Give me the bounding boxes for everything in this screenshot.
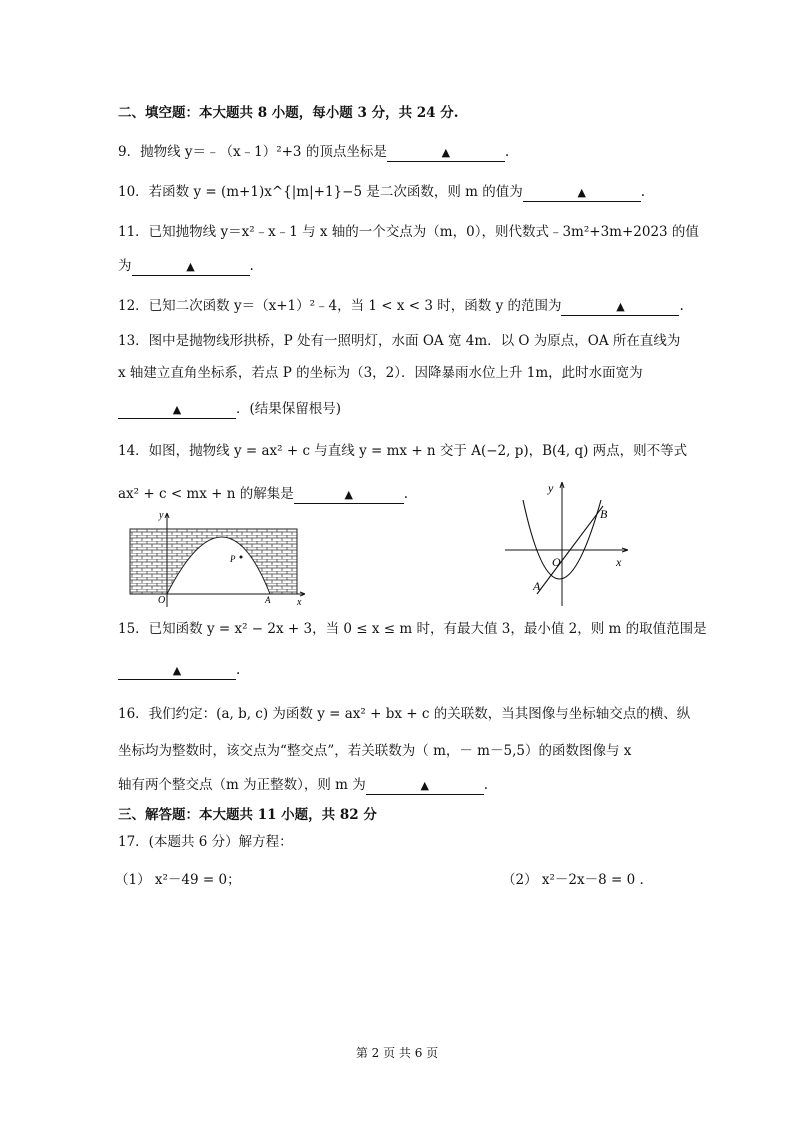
- section2-heading: 二、填空题：本大题共 8 小题，每小题 3 分，共 24 分.: [118, 105, 459, 121]
- question-16-line2: 坐标均为整数时，该交点为“整交点”，若关联数为（ m，－ m－5,5）的函数图像与 x: [118, 743, 632, 759]
- triangle-icon: ▲: [186, 260, 195, 273]
- q9-end: .: [504, 144, 510, 160]
- q14-blank: [294, 486, 404, 504]
- question-9: [118, 142, 509, 162]
- triangle-icon: ▲: [420, 779, 429, 792]
- parabola-line-figure: [500, 478, 640, 610]
- question-15-line2: [118, 660, 240, 680]
- fig1-y-label: y: [159, 510, 164, 521]
- fig1-o-label: O: [158, 595, 166, 606]
- question-16-line3: [118, 775, 488, 795]
- q15-end: .: [236, 662, 241, 678]
- q13-blank: [118, 401, 236, 419]
- fig1-x-label: x: [297, 597, 302, 608]
- fig2-y-label: y: [548, 481, 554, 495]
- q12-text: 12．已知二次函数 y＝（x+1）²﹣4，当 1 < x < 3 时，函数 y 的范围为: [118, 298, 562, 314]
- q13-end: ．(结果保留根号): [236, 401, 342, 417]
- question-17-part2: （2） x²－2x－8 = 0 .: [502, 872, 644, 888]
- q10-blank: [523, 184, 641, 202]
- question-13-line2: x 轴建立直角坐标系，若点 P 的坐标为（3，2）．因降暴雨水位上升 1m，此时水面宽为: [118, 365, 643, 381]
- question-13-line1: 13．图中是抛物线形拱桥，P 处有一照明灯，水面 OA 宽 4m．以 O 为原点，OA 所在直线为: [118, 333, 681, 349]
- triangle-icon: ▲: [441, 146, 451, 159]
- q16-text3: 轴有两个整交点（m 为正整数），则 m 为: [118, 777, 366, 793]
- question-14-line1: 14．如图，抛物线 y = ax² + c 与直线 y = mx + n 交于 A(−2, p)，B(4, q) 两点，则不等式: [118, 443, 688, 459]
- fig2-a-label: A: [533, 579, 541, 593]
- q11-text2: 为: [118, 258, 132, 274]
- q16-end: .: [483, 777, 489, 793]
- fig1-a-label: A: [265, 595, 271, 605]
- point-p: [240, 556, 243, 559]
- question-10: [118, 182, 645, 202]
- q11-blank: [132, 258, 250, 276]
- question-14-line2: [118, 484, 408, 504]
- fig1-p-label: P: [230, 554, 236, 564]
- q14-text2: ax² + c < mx + n 的解集是: [118, 486, 294, 502]
- question-15-line1: 15．已知函数 y = x² − 2x + 3，当 0 ≤ x ≤ m 时，有最大值 3，最小值 2，则 m 的取值范围是: [118, 621, 707, 637]
- question-12: [118, 296, 684, 316]
- q15-blank: [118, 662, 236, 680]
- q12-blank: [561, 298, 679, 316]
- fig2-b-label: B: [600, 507, 608, 521]
- triangle-icon: ▲: [172, 403, 182, 416]
- triangle-icon: ▲: [616, 300, 625, 313]
- fig2-o-label: O: [552, 555, 561, 569]
- q10-text: 10．若函数 y = (m+1)x^{|m|+1}−5 是二次函数，则 m 的值为: [118, 184, 523, 200]
- q9-text: 9．抛物线 y＝﹣（x﹣1）²+3 的顶点坐标是: [118, 144, 387, 160]
- question-11-line1: 11．已知抛物线 y＝x²﹣x﹣1 与 x 轴的一个交点为（m，0），则代数式﹣3m²+3m+2023 的值: [118, 224, 699, 240]
- q14-end: .: [403, 486, 409, 502]
- q10-end: .: [640, 184, 645, 200]
- triangle-icon: ▲: [172, 664, 182, 677]
- q9-blank: [387, 144, 505, 162]
- q11-end: .: [249, 258, 254, 274]
- question-11-line2: [118, 256, 254, 276]
- triangle-icon: ▲: [577, 186, 586, 199]
- question-16-line1: 16．我们约定：(a, b, c) 为函数 y = ax² + bx + c 的关联数，当其图像与坐标轴交点的横、纵: [118, 706, 691, 722]
- q16-blank: [366, 777, 484, 795]
- question-13-line3: [118, 399, 341, 419]
- question-17-part1: （1） x²－49 = 0；: [115, 872, 241, 888]
- section3-heading: 三、解答题：本大题共 11 小题，共 82 分: [118, 807, 377, 823]
- q12-end: .: [679, 298, 684, 314]
- bridge-figure: [125, 505, 310, 613]
- question-17-title: 17．(本题共 6 分）解方程：: [118, 834, 293, 850]
- bridge-brick-wall: [130, 529, 297, 594]
- triangle-icon: ▲: [344, 488, 353, 501]
- page-footer: 第 2 页 共 6 页: [355, 1046, 439, 1060]
- fig2-x-label: x: [616, 555, 622, 569]
